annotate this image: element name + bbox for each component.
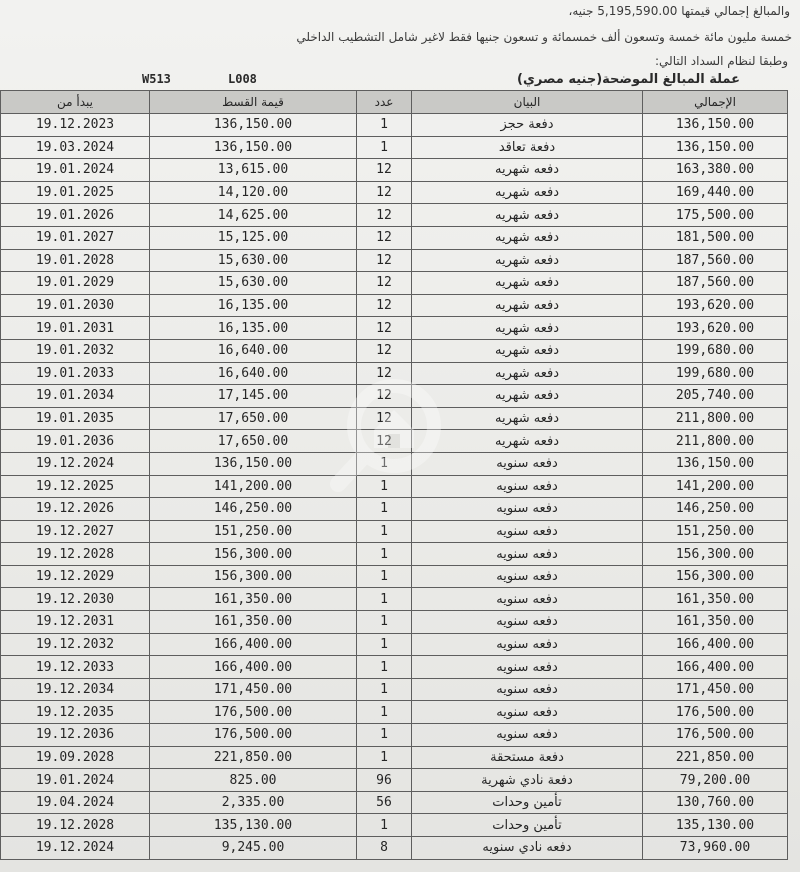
table-row [1,249,788,272]
row-count: 1 [357,814,412,837]
row-start-date: 19.01.2027 [1,226,150,249]
row-description: دفعه شهريه [412,317,643,340]
row-total: 79,200.00 [643,769,788,792]
row-start-date: 19.01.2032 [1,339,150,362]
row-count: 12 [357,226,412,249]
col-count: عدد [357,91,412,114]
table-row [1,543,788,566]
row-total: 166,400.00 [643,633,788,656]
table-row [1,204,788,227]
row-installment-value: 141,200.00 [150,475,357,498]
amount-in-words-line: خمسة مليون مائة خمسة وتسعون ألف خمسمائة و تسعون جنيها فقط لاغير شامل التشطيب الداخلي [296,30,792,44]
table-row [1,837,788,860]
row-total: 151,250.00 [643,520,788,543]
row-installment-value: 171,450.00 [150,678,357,701]
row-count: 1 [357,588,412,611]
payment-system-intro: وطبقا لنظام السداد التالي: [655,54,788,68]
row-count: 12 [357,159,412,182]
table-body [1,114,788,860]
table-row [1,656,788,679]
row-installment-value: 14,625.00 [150,204,357,227]
row-count: 12 [357,294,412,317]
row-count: 12 [357,385,412,408]
row-description: تأمين وحدات [412,791,643,814]
row-count: 12 [357,407,412,430]
row-start-date: 19.01.2036 [1,430,150,453]
row-installment-value: 825.00 [150,769,357,792]
row-start-date: 19.03.2024 [1,136,150,159]
row-start-date: 19.01.2026 [1,204,150,227]
payment-schedule-table [0,90,788,860]
row-installment-value: 15,125.00 [150,226,357,249]
row-installment-value: 17,145.00 [150,385,357,408]
row-installment-value: 14,120.00 [150,181,357,204]
row-total: 181,500.00 [643,226,788,249]
row-description: دفعه سنويه [412,701,643,724]
table-row [1,362,788,385]
table-row [1,272,788,295]
table-row [1,701,788,724]
row-count: 12 [357,249,412,272]
row-description: دفعة مستحقة [412,746,643,769]
table-row [1,611,788,634]
currency-caption: عملة المبالغ الموضحة(جنيه مصري) [517,72,740,87]
row-count: 1 [357,565,412,588]
row-description: دفعه سنويه [412,656,643,679]
row-count: 12 [357,430,412,453]
row-description: دفعه شهريه [412,339,643,362]
row-installment-value: 161,350.00 [150,588,357,611]
table-row [1,791,788,814]
row-start-date: 19.01.2031 [1,317,150,340]
row-installment-value: 13,615.00 [150,159,357,182]
row-description: دفعه شهريه [412,385,643,408]
table-row [1,407,788,430]
row-installment-value: 16,135.00 [150,294,357,317]
row-count: 1 [357,475,412,498]
table-row [1,181,788,204]
row-start-date: 19.12.2023 [1,114,150,137]
row-start-date: 19.12.2024 [1,837,150,860]
table-row [1,294,788,317]
row-description: دفعه شهريه [412,226,643,249]
row-description: دفعه سنويه [412,724,643,747]
row-total: 156,300.00 [643,543,788,566]
row-description: دفعة حجز [412,114,643,137]
row-total: 161,350.00 [643,611,788,634]
row-start-date: 19.01.2033 [1,362,150,385]
row-description: دفعه نادي سنويه [412,837,643,860]
row-installment-value: 176,500.00 [150,701,357,724]
unit-code: W513 [142,72,171,86]
row-description: دفعه سنويه [412,565,643,588]
col-start-date: يبدأ من [1,91,150,114]
row-description: دفعة نادي شهرية [412,769,643,792]
table-row [1,769,788,792]
row-installment-value: 16,640.00 [150,362,357,385]
row-start-date: 19.12.2027 [1,520,150,543]
row-total: 141,200.00 [643,475,788,498]
row-installment-value: 16,640.00 [150,339,357,362]
row-description: دفعه سنويه [412,452,643,475]
table-row [1,430,788,453]
table-row [1,814,788,837]
table-row [1,114,788,137]
table-row [1,724,788,747]
row-total: 169,440.00 [643,181,788,204]
row-start-date: 19.09.2028 [1,746,150,769]
row-count: 1 [357,136,412,159]
row-total: 136,150.00 [643,136,788,159]
row-start-date: 19.01.2030 [1,294,150,317]
row-description: دفعه شهريه [412,362,643,385]
table-row [1,136,788,159]
row-installment-value: 136,150.00 [150,114,357,137]
row-installment-value: 156,300.00 [150,565,357,588]
row-installment-value: 146,250.00 [150,498,357,521]
table-row [1,452,788,475]
row-count: 1 [357,452,412,475]
row-count: 12 [357,339,412,362]
table-caption-bar [0,72,800,92]
row-description: دفعه شهريه [412,430,643,453]
row-count: 8 [357,837,412,860]
table-row [1,588,788,611]
table-header-row [1,91,788,114]
row-installment-value: 17,650.00 [150,407,357,430]
row-installment-value: 2,335.00 [150,791,357,814]
row-start-date: 19.01.2034 [1,385,150,408]
row-start-date: 19.12.2030 [1,588,150,611]
row-count: 1 [357,746,412,769]
row-start-date: 19.12.2029 [1,565,150,588]
row-description: دفعه سنويه [412,498,643,521]
row-count: 12 [357,317,412,340]
row-total: 130,760.00 [643,791,788,814]
col-description: البيان [412,91,643,114]
table-row [1,520,788,543]
table-row [1,678,788,701]
row-start-date: 19.12.2024 [1,452,150,475]
col-total: الإجمالي [643,91,788,114]
row-count: 1 [357,678,412,701]
row-description: دفعه شهريه [412,181,643,204]
row-count: 1 [357,701,412,724]
table-row [1,565,788,588]
row-description: دفعه شهريه [412,159,643,182]
row-total: 199,680.00 [643,339,788,362]
row-description: دفعه شهريه [412,272,643,295]
row-total: 73,960.00 [643,837,788,860]
row-count: 12 [357,272,412,295]
row-start-date: 19.01.2024 [1,769,150,792]
row-count: 1 [357,633,412,656]
table-row [1,339,788,362]
table-row [1,226,788,249]
row-description: تأمين وحدات [412,814,643,837]
row-count: 1 [357,611,412,634]
row-start-date: 19.01.2025 [1,181,150,204]
row-count: 1 [357,520,412,543]
row-start-date: 19.12.2034 [1,678,150,701]
row-total: 187,560.00 [643,272,788,295]
row-total: 136,150.00 [643,114,788,137]
row-count: 12 [357,204,412,227]
row-installment-value: 166,400.00 [150,633,357,656]
row-installment-value: 135,130.00 [150,814,357,837]
row-start-date: 19.12.2036 [1,724,150,747]
row-total: 171,450.00 [643,678,788,701]
row-installment-value: 16,135.00 [150,317,357,340]
row-total: 211,800.00 [643,407,788,430]
row-total: 176,500.00 [643,724,788,747]
row-installment-value: 176,500.00 [150,724,357,747]
row-total: 163,380.00 [643,159,788,182]
row-start-date: 19.12.2031 [1,611,150,634]
row-total: 187,560.00 [643,249,788,272]
row-installment-value: 221,850.00 [150,746,357,769]
row-start-date: 19.12.2033 [1,656,150,679]
row-installment-value: 136,150.00 [150,452,357,475]
row-total: 136,150.00 [643,452,788,475]
row-installment-value: 156,300.00 [150,543,357,566]
row-start-date: 19.04.2024 [1,791,150,814]
row-description: دفعه سنويه [412,520,643,543]
row-start-date: 19.12.2026 [1,498,150,521]
row-description: دفعه سنويه [412,543,643,566]
row-count: 12 [357,362,412,385]
row-description: دفعه سنويه [412,475,643,498]
row-total: 161,350.00 [643,588,788,611]
row-count: 12 [357,181,412,204]
lot-code: L008 [228,72,257,86]
row-count: 1 [357,656,412,679]
row-installment-value: 161,350.00 [150,611,357,634]
row-count: 1 [357,114,412,137]
total-amount-line: والمبالغ إجمالي قيمتها 5,195,590.00 جنيه، [568,4,790,18]
row-description: دفعه شهريه [412,204,643,227]
row-total: 205,740.00 [643,385,788,408]
row-start-date: 19.01.2035 [1,407,150,430]
row-description: دفعه سنويه [412,611,643,634]
table-row [1,498,788,521]
row-installment-value: 151,250.00 [150,520,357,543]
row-description: دفعه سنويه [412,588,643,611]
row-start-date: 19.12.2032 [1,633,150,656]
row-start-date: 19.01.2028 [1,249,150,272]
row-installment-value: 9,245.00 [150,837,357,860]
row-installment-value: 15,630.00 [150,272,357,295]
row-description: دفعه شهريه [412,294,643,317]
row-description: دفعه سنويه [412,633,643,656]
row-count: 1 [357,543,412,566]
row-total: 199,680.00 [643,362,788,385]
row-start-date: 19.12.2028 [1,543,150,566]
row-total: 146,250.00 [643,498,788,521]
row-count: 1 [357,498,412,521]
row-start-date: 19.12.2025 [1,475,150,498]
table-row [1,159,788,182]
row-description: دفعه سنويه [412,678,643,701]
row-start-date: 19.01.2029 [1,272,150,295]
col-installment-value: قيمة القسط [150,91,357,114]
row-total: 175,500.00 [643,204,788,227]
row-total: 176,500.00 [643,701,788,724]
table-row [1,633,788,656]
row-start-date: 19.12.2035 [1,701,150,724]
row-total: 156,300.00 [643,565,788,588]
table-row [1,317,788,340]
row-count: 56 [357,791,412,814]
row-installment-value: 166,400.00 [150,656,357,679]
row-total: 135,130.00 [643,814,788,837]
row-count: 1 [357,724,412,747]
row-installment-value: 15,630.00 [150,249,357,272]
row-total: 211,800.00 [643,430,788,453]
row-description: دفعه شهريه [412,407,643,430]
row-description: دفعة تعاقد [412,136,643,159]
row-total: 221,850.00 [643,746,788,769]
row-total: 166,400.00 [643,656,788,679]
row-start-date: 19.01.2024 [1,159,150,182]
row-installment-value: 17,650.00 [150,430,357,453]
row-description: دفعه شهريه [412,249,643,272]
row-total: 193,620.00 [643,317,788,340]
row-installment-value: 136,150.00 [150,136,357,159]
table-row [1,475,788,498]
row-total: 193,620.00 [643,294,788,317]
table-row [1,746,788,769]
row-count: 96 [357,769,412,792]
row-start-date: 19.12.2028 [1,814,150,837]
table-row [1,385,788,408]
